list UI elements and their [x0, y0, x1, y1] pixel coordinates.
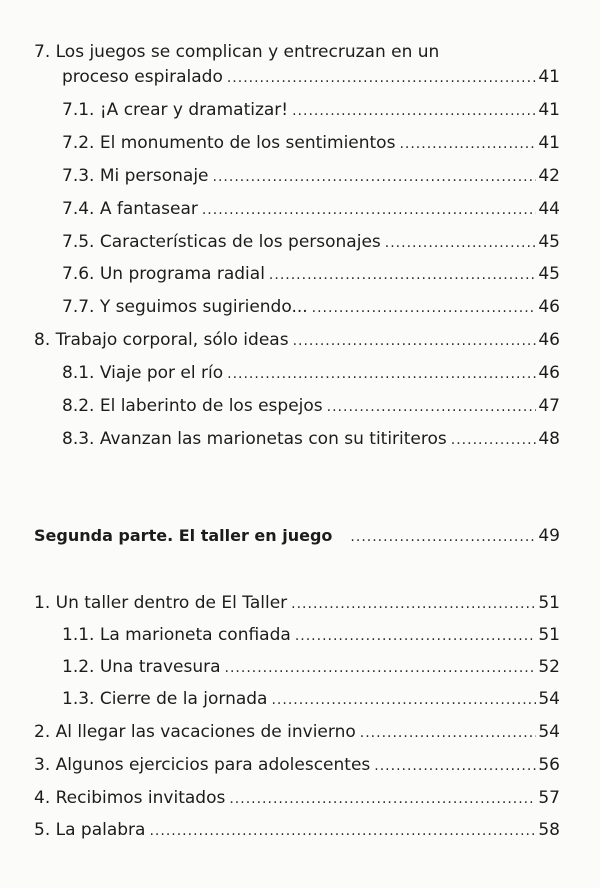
dot-leader	[227, 67, 537, 89]
toc-page-number: 49	[538, 526, 560, 546]
toc-entry-text: 8.3. Avanzan las marionetas con su titiriteros	[62, 429, 447, 449]
toc-entry-7-3[interactable]	[62, 165, 560, 188]
toc-entry-5[interactable]	[34, 819, 560, 842]
toc-entry-1-2[interactable]	[62, 656, 560, 679]
dot-leader	[451, 429, 537, 451]
toc-page-number: 51	[538, 593, 560, 613]
dot-leader	[269, 264, 536, 286]
dot-leader	[399, 133, 536, 155]
dot-leader	[385, 232, 537, 254]
toc-entry-7[interactable]	[62, 66, 560, 89]
dot-leader	[312, 297, 537, 319]
toc-entry-text: 5. La palabra	[34, 820, 146, 840]
toc-entry-text: 1.3. Cierre de la jornada	[62, 689, 268, 709]
toc-page-number: 41	[538, 133, 560, 153]
toc-page-number: 45	[538, 264, 560, 284]
toc-page-number: 44	[538, 199, 560, 219]
toc-entry-text: 8. Trabajo corporal, sólo ideas	[34, 330, 289, 350]
toc-page-number: 47	[538, 396, 560, 416]
toc-page-number: 45	[538, 232, 560, 252]
toc-page-number: 54	[538, 722, 560, 742]
toc-entry-1-1[interactable]	[62, 624, 560, 647]
toc-entry-text: 8.1. Viaje por el río	[62, 363, 224, 383]
dot-leader	[295, 625, 537, 647]
toc-page-number: 52	[538, 657, 560, 677]
dot-leader	[292, 100, 536, 122]
toc-entry-text: proceso espiralado	[62, 67, 223, 87]
dot-leader	[149, 820, 536, 842]
toc-entry-text: 7.5. Características de los personajes	[62, 232, 381, 252]
dot-leader	[271, 689, 536, 711]
toc-entry-text: 1. Un taller dentro de El Taller	[34, 593, 288, 613]
toc-entry-2[interactable]	[34, 721, 560, 744]
dot-leader	[229, 788, 536, 810]
toc-entry-text: 7.7. Y seguimos sugiriendo...	[62, 297, 308, 317]
toc-entry-text: 8.2. El laberinto de los espejos	[62, 396, 323, 416]
toc-entry-7-4[interactable]	[62, 198, 560, 221]
toc-page-number: 51	[538, 625, 560, 645]
toc-entry-7-7[interactable]	[62, 296, 560, 319]
toc-page-number: 41	[538, 67, 560, 87]
toc-page-number: 46	[538, 297, 560, 317]
toc-entry-text: 4. Recibimos invitados	[34, 788, 226, 808]
toc-entry-text: 7.1. ¡A crear y dramatizar!	[62, 100, 289, 120]
dot-leader	[202, 199, 537, 221]
toc-section-segunda-parte[interactable]	[34, 525, 560, 548]
toc-entry-1[interactable]	[34, 592, 560, 615]
toc-page-number: 56	[538, 755, 560, 775]
toc-entry-1-3[interactable]	[62, 688, 560, 711]
toc-page-number: 58	[538, 820, 560, 840]
dot-leader	[360, 722, 537, 744]
dot-leader	[293, 330, 537, 352]
dot-leader	[225, 657, 537, 679]
dot-leader	[327, 396, 537, 418]
dot-leader	[350, 526, 536, 548]
toc-entry-8-3[interactable]	[62, 428, 560, 451]
toc-entry-text: 7.4. A fantasear	[62, 199, 198, 219]
toc-entry-4[interactable]	[34, 787, 560, 810]
toc-page-number: 54	[538, 689, 560, 709]
toc-entry-8[interactable]	[34, 329, 560, 352]
toc-entry-text: 2. Al llegar las vacaciones de invierno	[34, 722, 356, 742]
section-title: Segunda parte. El taller en juego	[34, 526, 333, 545]
toc-entry-7-6[interactable]	[62, 263, 560, 286]
dot-leader	[227, 363, 536, 385]
toc-page-number: 48	[538, 429, 560, 449]
toc-entry-8-2[interactable]	[62, 395, 560, 418]
toc-entry-7-1[interactable]	[62, 99, 560, 122]
toc-entry-text: 7.6. Un programa radial	[62, 264, 265, 284]
toc-entry-7-2[interactable]	[62, 132, 560, 155]
toc-entry-3[interactable]	[34, 754, 560, 777]
toc-entry-8-1[interactable]	[62, 362, 560, 385]
dot-leader	[291, 593, 536, 615]
dot-leader	[374, 755, 536, 777]
dot-leader	[213, 166, 537, 188]
toc-entry-text: 3. Algunos ejercicios para adolescentes	[34, 755, 371, 775]
toc-entry-text: 1.1. La marioneta confiada	[62, 625, 291, 645]
toc-entry-text: 7.2. El monumento de los sentimientos	[62, 133, 396, 153]
toc-page-number: 41	[538, 100, 560, 120]
toc-page-number: 46	[538, 330, 560, 350]
toc-page-number: 42	[538, 166, 560, 186]
toc-entry-text: 7.3. Mi personaje	[62, 166, 209, 186]
toc-entry-text: 1.2. Una travesura	[62, 657, 221, 677]
toc-entry-7-5[interactable]	[62, 231, 560, 254]
toc-page-number: 57	[538, 788, 560, 808]
toc-page-number: 46	[538, 363, 560, 383]
toc-entry-7-heading: 7. Los juegos se complican y entrecruzan en un	[34, 42, 440, 62]
